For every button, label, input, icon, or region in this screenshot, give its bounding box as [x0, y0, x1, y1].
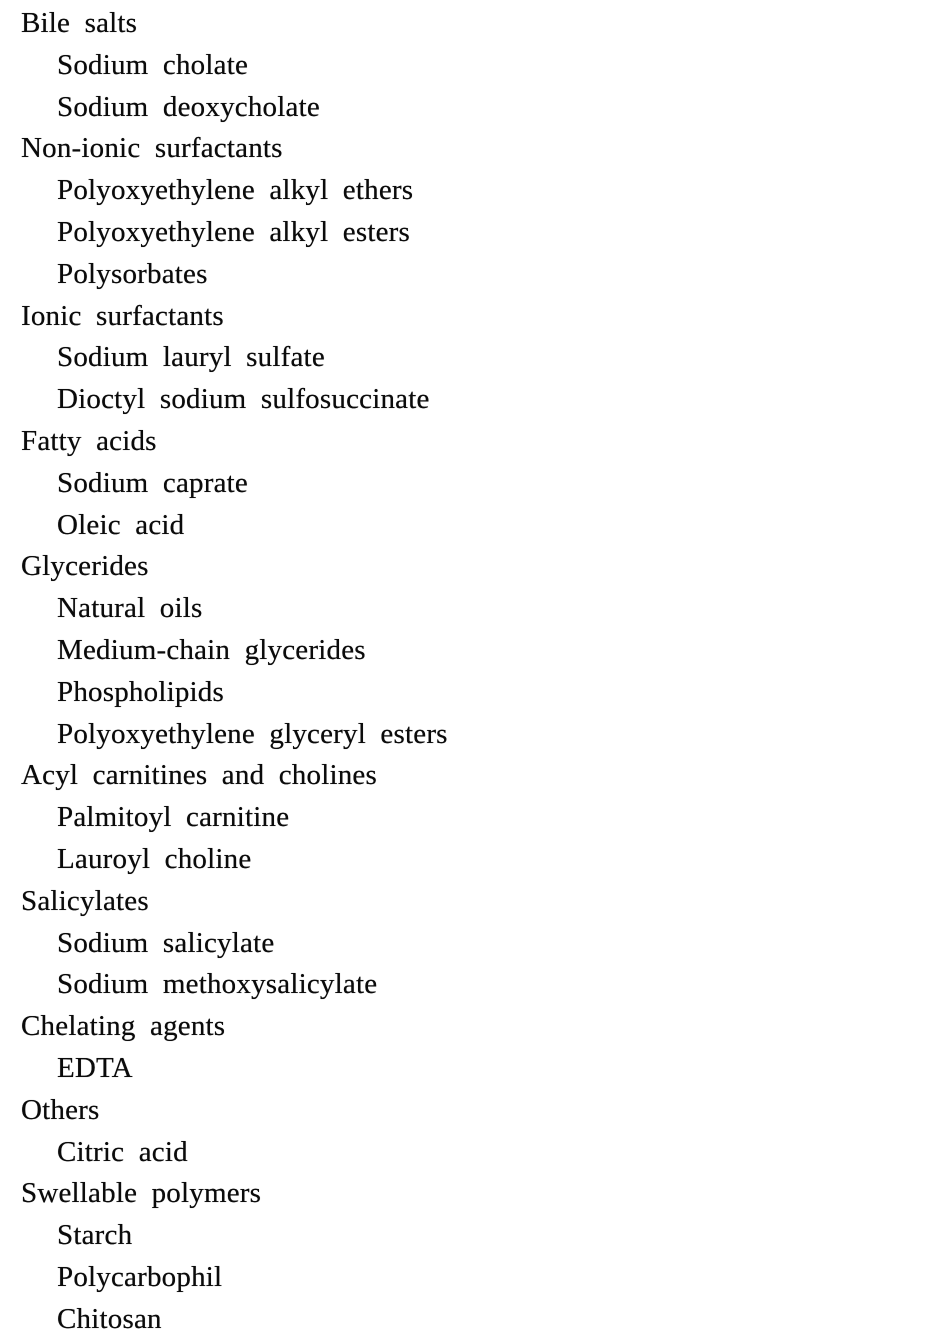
- list-item: Polyoxyethylene glyceryl esters: [57, 717, 448, 750]
- category-label: Swellable polymers: [21, 1177, 262, 1210]
- list-item: Dioctyl sodium sulfosuccinate: [57, 383, 430, 416]
- list-item: Palmitoyl carnitine: [57, 801, 290, 834]
- list-item: Natural oils: [57, 592, 203, 625]
- list-item: Sodium deoxycholate: [57, 90, 320, 123]
- category-label: Others: [21, 1093, 100, 1126]
- list-item: Starch: [57, 1219, 133, 1252]
- list-item: Phospholipids: [57, 675, 224, 708]
- category-label: Acyl carnitines and cholines: [21, 759, 377, 792]
- list-item: Citric acid: [57, 1135, 188, 1168]
- list-item: Polycarbophil: [57, 1260, 223, 1293]
- list-item: Sodium salicylate: [57, 926, 275, 959]
- list-item: Polyoxyethylene alkyl esters: [57, 215, 411, 248]
- category-label: Salicylates: [21, 884, 149, 917]
- list-item: Polysorbates: [57, 257, 208, 290]
- category-label: Fatty acids: [21, 424, 157, 457]
- category-label: Glycerides: [21, 550, 149, 583]
- list-item: Lauroyl choline: [57, 842, 252, 875]
- list-item: Chitosan: [57, 1302, 162, 1335]
- list-item: Oleic acid: [57, 508, 185, 541]
- category-label: Ionic surfactants: [21, 299, 224, 332]
- list-item: Medium-chain glycerides: [57, 633, 366, 666]
- list-item: Sodium caprate: [57, 466, 248, 499]
- list-item: Sodium lauryl sulfate: [57, 341, 325, 374]
- category-label: Chelating agents: [21, 1010, 226, 1043]
- list-item: Polyoxyethylene alkyl ethers: [57, 174, 414, 207]
- list-item: Sodium methoxysalicylate: [57, 968, 378, 1001]
- category-label: Non-ionic surfactants: [21, 132, 283, 165]
- category-label: Bile salts: [21, 7, 138, 39]
- list-item: Sodium cholate: [57, 48, 249, 81]
- list-item: EDTA: [57, 1051, 133, 1084]
